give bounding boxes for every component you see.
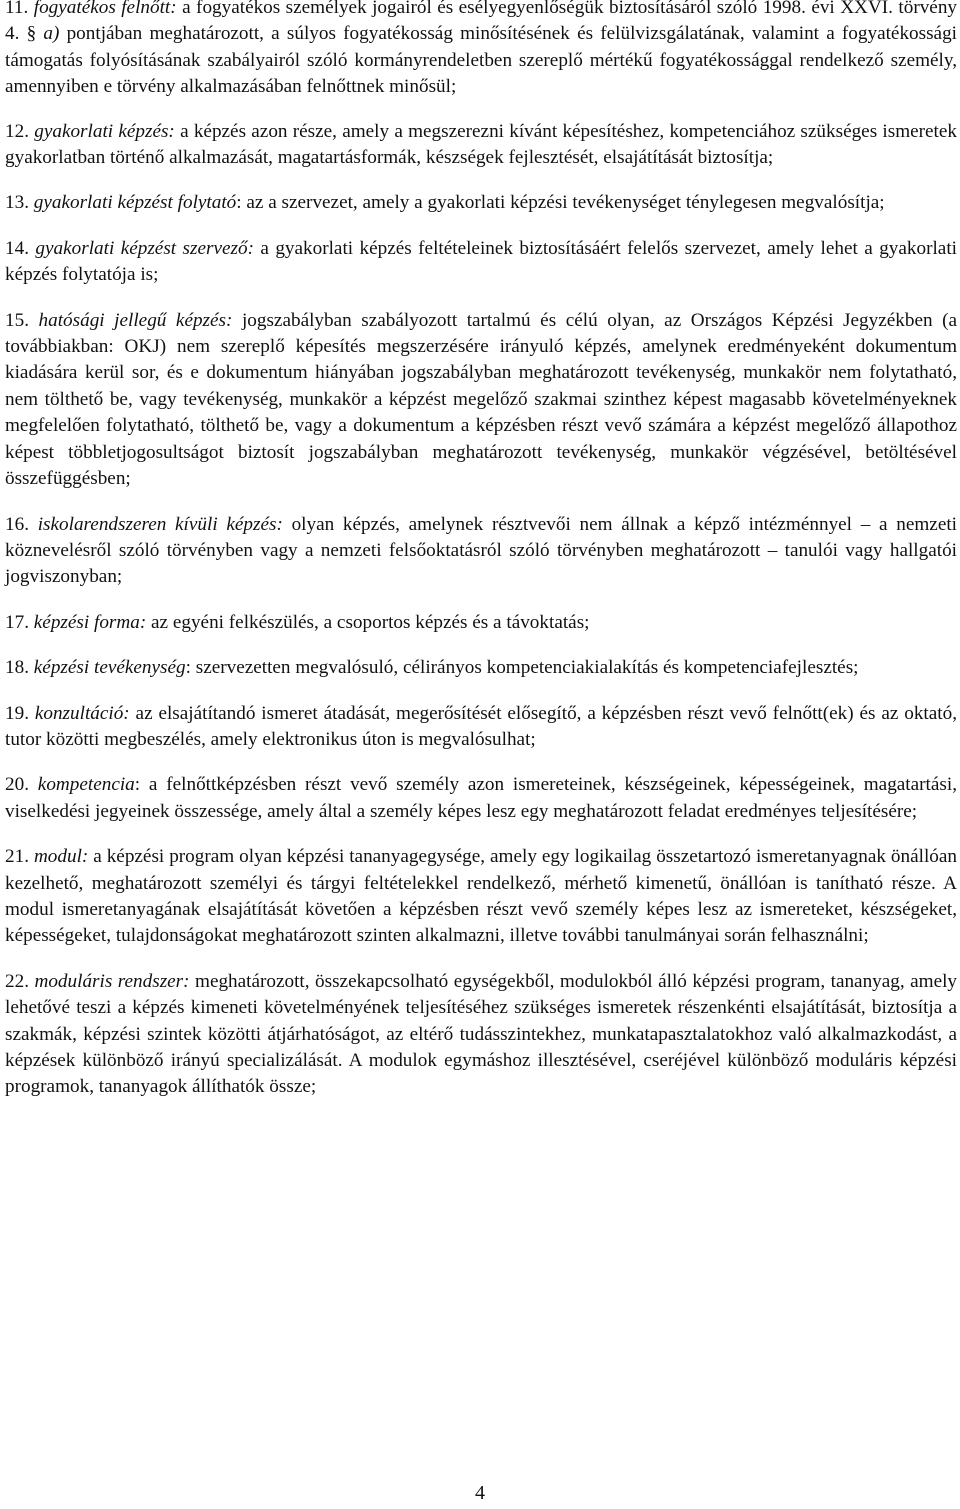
definition-21 [5,844,957,950]
definition-number: 14. [5,237,29,259]
definition-body: : szervezetten megvalósuló, célirányos kompetenciakialakítás és kompetenciafejlesztés; [185,657,859,679]
definition-17 [5,610,957,636]
definition-number: 11. [5,0,29,18]
definition-number: 16. [5,513,29,535]
definition-term: gyakorlati képzést folytató [33,192,237,214]
definition-term: modul: [33,846,89,868]
definition-number: 22. [5,970,29,992]
definition-body: : a felnőttképzésben részt vevő személy azon ismereteinek, készségeinek, képességeinek, magatartási, viselkedési jegyeinek összessége, amely által a személy képes lesz egy meghatározott feladat eredményes teljesítésére; [5,774,957,822]
definition-term: gyakorlati képzés: [34,120,175,142]
definition-term: kompetencia [37,774,135,796]
definition-body: az egyéni felkészülés, a csoportos képzés és a távoktatás; [146,611,590,633]
definition-number: 17. [5,611,29,633]
document-page [5,0,957,1101]
definition-body: a gyakorlati képzés feltételeinek biztosításáért felelős szervezet, amely lehet a gyakorlati képzés folytatója is; [5,237,957,286]
definition-20 [5,772,957,825]
definition-body: az elsajátítandó ismeret átadását, megerősítését elősegítő, a képzésben részt vevő felnőtt(ek) és az oktató, tutor közötti megbeszélés, amely elektronikus úton is megvalósulhat; [5,702,957,750]
definition-term-inline: a) [43,23,60,45]
definition-16 [5,512,957,591]
definition-11 [5,0,957,101]
definition-term: konzultáció: [34,702,130,724]
definition-13 [5,190,957,216]
definition-body: a képzés azon része, amely a megszerezni kívánt képesítéshez, kompetenciához szükséges ismeretek gyakorlatban történő alkalmazását, magatartásformák, készségek fejlesztését, elsajátítását biztosítja; [5,120,957,169]
definition-15 [5,308,957,493]
definition-body: a képzési program olyan képzési tananyagegysége, amely egy logikailag összetartozó ismeretanyagnak önállóan kezelhető, meghatározott személyi és tárgyi feltételekkel rendelkező, mérhető kimenetű, önállóan is tanítható része. A modul ismeretanyagának elsajátítását követően a képzésben részt vevő személy képes lesz az ismereteket, készségeket, képességeket, tulajdonságokat meghatározott szinten alkalmazni, illetve további tanulmányai során felhasználni; [5,846,957,947]
definition-number: 20. [5,774,29,796]
definition-body: a fogyatékos személyek jogairól és esélyegyenlőségük biztosításáról szóló 1998. évi XXVI. törvény 4. § [5,0,958,45]
definition-18 [5,655,957,681]
definition-body: olyan képzés, amelynek résztvevői nem állnak a képző intézménnyel – a nemzeti köznevelésről szóló törvényben vagy a nemzeti felsőoktatásról szóló törvényben meghatározott – tanulói vagy hallgatói jogviszonyban; [5,513,958,588]
definition-body: : az a szervezet, amely a gyakorlati képzési tevékenységet ténylegesen megvalósítja; [236,192,885,214]
definition-term: iskolarendszeren kívüli képzés: [37,513,283,535]
definition-body: meghatározott, összekapcsolható egységekből, modulokból álló képzési program, tananyag, amely lehetővé teszi a képzés kimeneti követelményének teljesítéséhez szükséges ismeretek részenkénti elsajátítását, biztosítja a szakmák, képzési szintek közötti átjárhatóságot, az eltérő tudásszintekhez, munkatapasztalatokhoz való alkalmazkodást, a képzések különböző irányú specializálását. A modulok egymáshoz illesztésével, cseréjével különböző moduláris képzési programok, tananyagok állíthatók össze; [5,970,958,1098]
definition-number: 19. [5,702,29,724]
definition-body: jogszabályban szabályozott tartalmú és célú olyan, az Országos Képzési Jegyzékben (a továbbiakban: OKJ) nem szereplő képesítés megszerzésére irányuló képzés, amelynek eredményeként dokumentum kiadására kerül sor, és e dokumentum hiányában jogszabályban meghatározott tevékenység, munkakör nem folytatható, nem tölthető be, vagy tevékenység, munkakör a képzést megelőző szakmai szinthez képest magasabb követelményeknek megfelelően folytatható, tölthető be, vagy a dokumentum a képzésben részt vevő számára a képzést megelőző állapothoz képest többletjogosultságot biztosít jogszabályban meghatározott tevékenység, munkakör végzésével, betöltésével összefüggésben; [5,309,958,490]
definition-term: fogyatékos felnőtt: [33,0,177,18]
definition-number: 21. [5,846,29,868]
definition-number: 12. [5,120,29,142]
definition-term: képzési forma: [33,611,147,633]
definition-body-continued: pontjában meghatározott, a súlyos fogyatékosság minősítésének és felülvizsgálatának, valamint a fogyatékossági támogatás folyósításának szabályairól szóló kormányrendeletben szereplő mértékű fogyatékossággal rendelkező személy, amennyiben e törvény alkalmazásában felnőttnek minősül; [5,23,958,98]
definition-number: 15. [5,309,29,331]
definition-number: 18. [5,657,29,679]
definition-term: moduláris rendszer: [34,970,190,992]
definition-term: képzési tevékenység [33,657,186,679]
definition-14 [5,236,957,289]
definition-19 [5,701,957,754]
definition-22 [5,969,957,1101]
definition-term: hatósági jellegű képzés: [38,309,233,331]
definition-term: gyakorlati képzést szervező: [35,237,254,259]
definition-number: 13. [5,192,29,214]
definition-12 [5,119,957,172]
page-number: 4 [475,1482,485,1504]
